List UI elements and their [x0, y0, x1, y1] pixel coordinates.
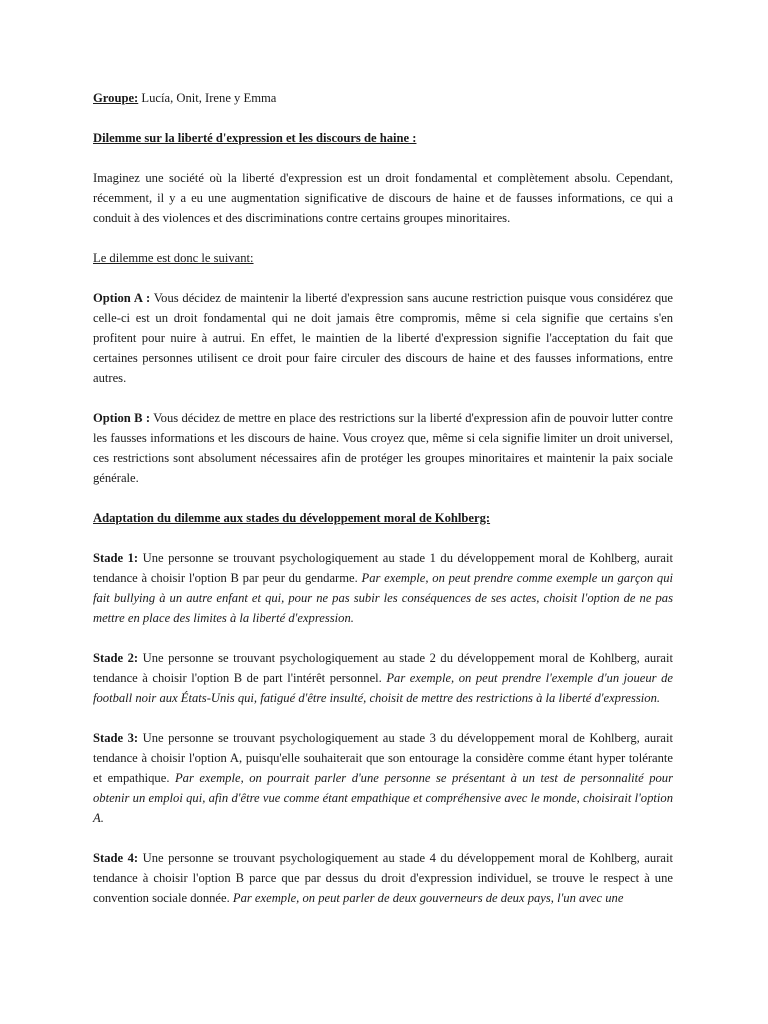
option-b-label: Option B : — [93, 411, 151, 425]
stage-4-label: Stade 4: — [93, 851, 139, 865]
stage-2-text: Une personne se trouvant psychologiquement au stade 2 du développement moral de Kohlberg, aurait tendance à choisir l'option B de part l'intérêt personnel. — [93, 651, 673, 685]
group-label: Groupe: — [93, 91, 139, 105]
document-page — [93, 88, 673, 908]
stage-2-paragraph — [93, 648, 673, 708]
stage-2-label: Stade 2: — [93, 651, 139, 665]
intro-paragraph: Imaginez une société où la liberté d'expression est un droit fondamental et complètement absolu. Cependant, récemment, il y a eu une augmentation significative de discours de haine et de fausses informations, ce qui a conduit à des violences et des discriminations contre certains groupes minoritaires. — [93, 171, 673, 225]
stage-1-paragraph — [93, 548, 673, 628]
option-b-text: Vous décidez de mettre en place des restrictions sur la liberté d'expression afin de pouvoir lutter contre les fausses informations et les discours de haine. Vous croyez que, même si cela signifie limiter un droit universel, ces restrictions sont absolument nécessaires afin de protéger les groupes minoritaires et maintenir la paix sociale générale. — [93, 411, 673, 485]
stage-4-example: Par exemple, on peut parler de deux gouverneurs de deux pays, l'un avec une — [232, 891, 624, 905]
stage-4-text: Une personne se trouvant psychologiquement au stade 4 du développement moral de Kohlberg, aurait tendance à choisir l'option B parce que par dessus du droit d'expression individuel, se trouve le respect à une convention sociale donnée. — [93, 851, 673, 905]
document-title-text: Dilemme sur la liberté d'expression et les discours de haine : — [93, 131, 417, 145]
stage-3-paragraph — [93, 728, 673, 828]
dilemma-intro — [93, 248, 673, 268]
dilemma-intro-text: Le dilemme est donc le suivant: — [93, 251, 254, 265]
stage-1-example: Par exemple, on peut prendre comme exemple un garçon qui fait bullying à un autre enfant et qui, pour ne pas subir les conséquences de ses actes, choisit l'option de ne pas mettre en place des limites à la liberté d'expression. — [93, 571, 673, 625]
document-title — [93, 128, 673, 148]
stage-3-label: Stade 3: — [93, 731, 139, 745]
option-b-paragraph — [93, 408, 673, 488]
stage-3-example: Par exemple, on pourrait parler d'une personne se présentant à un test de personnalité pour obtenir un emploi qui, afin d'être vue comme étant empathique et compréhensive avec le monde, choisirait l'option A. — [93, 771, 673, 825]
stage-1-label: Stade 1: — [93, 551, 139, 565]
group-line — [93, 88, 673, 108]
option-a-paragraph — [93, 288, 673, 388]
option-a-label: Option A : — [93, 291, 151, 305]
stage-1-text: Une personne se trouvant psychologiquement au stade 1 du développement moral de Kohlberg, aurait tendance à choisir l'option B par peur du gendarme. — [93, 551, 673, 585]
stage-3-text: Une personne se trouvant psychologiquement au stade 3 du développement moral de Kohlberg, aurait tendance à choisir l'option A, puisqu'elle souhaiterait que son entourage la considère comme étant hyper tolérante et empathique. — [93, 731, 673, 785]
stage-2-example: Par exemple, on peut prendre l'exemple d'un joueur de football noir aux États-Unis qui, fatigué d'être insulté, choisit de mettre des restrictions à la liberté d'expression. — [93, 671, 673, 705]
adaptation-title-text: Adaptation du dilemme aux stades du développement moral de Kohlberg: — [93, 511, 491, 525]
adaptation-title — [93, 508, 673, 528]
stage-4-paragraph — [93, 848, 673, 908]
option-a-text: Vous décidez de maintenir la liberté d'expression sans aucune restriction puisque vous considérez que celle-ci est un droit fondamental qui ne doit jamais être compromis, même si cela signifie que certains s'en profitent pour nuire à autrui. En effet, le maintien de la liberté d'expression signifie l'acceptation du fait que certaines personnes utilisent ce droit pour faire circuler des discours de haine et des fausses informations, entre autres. — [93, 291, 673, 385]
group-members: Lucía, Onit, Irene y Emma — [138, 91, 277, 105]
